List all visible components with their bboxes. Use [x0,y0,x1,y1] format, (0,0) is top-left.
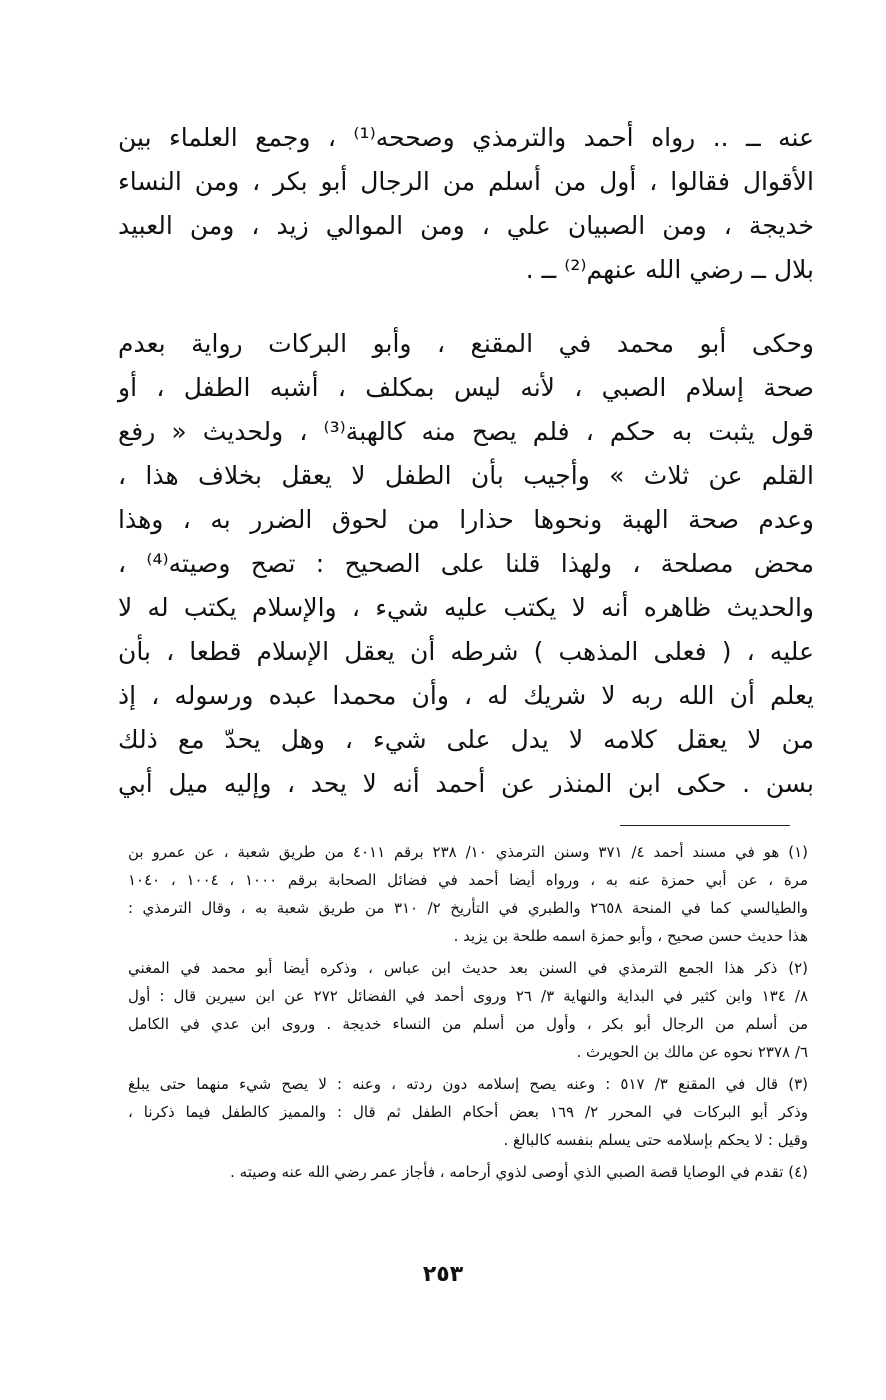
footnote-line: وقيل : لا يحكم بإسلامه حتى يسلم بنفسه كالبالغ . [503,1131,808,1149]
text-line: الأقوال فقالوا ، أول من أسلم من الرجال أبو بكر ، ومن النساء [118,167,814,196]
text-line: بلال ــ رضي الله عنهم⁽²⁾ ــ . [525,255,814,284]
footnote-line: من أسلم من الرجال أبو بكر ، وأول من أسلم من النساء خديجة . وروى ابن عدي في الكامل [128,1015,808,1033]
footnote-line: مرة ، عن أبي حمزة عنه به ، ورواه أيضا أحمد في فضائل الصحابة برقم ١٠٠٠ ، ١٠٠٤ ، ١٠٤٠ [128,871,808,889]
text-line: وحكى أبو محمد في المقنع ، وأبو البركات رواية بعدم [118,329,814,358]
text-line: عنه ــ .. رواه أحمد والترمذي وصححه⁽¹⁾ ، وجمع العلماء بين [118,123,814,152]
footnote-line: والطيالسي كما في المنحة ٢٦٥٨ والطبري في التأريخ ٢/ ٣١٠ من طريق شعبة به ، وقال الترمذي : [128,899,808,917]
text-line: والحديث ظاهره أنه لا يكتب عليه شيء ، والإسلام يكتب له لا [118,593,814,622]
text-line: خديجة ، ومن الصبيان علي ، ومن الموالي زيد ، ومن العبيد [118,211,814,240]
footnote-line: (٤) تقدم في الوصايا قصة الصبي الذي أوصى لذوي أرحامه ، فأجاز عمر رضي الله عنه وصيته . [230,1163,808,1181]
footnote-1 [128,838,808,950]
footnote-divider [620,825,790,826]
footnote-line: ٨/ ١٣٤ وابن كثير في البداية والنهاية ٣/ ٢٦ وروى أحمد في الفضائل ٢٧٢ عن ابن سيرين قال : أول [128,987,808,1005]
footnote-2 [128,954,808,1066]
text-line: وعدم صحة الهبة ونحوها حذارا من لحوق الضرر به ، وهذا [118,505,814,534]
text-line: بسن . حكى ابن المنذر عن أحمد أنه لا يحد ، وإليه ميل أبي [118,769,814,798]
footnote-line: هذا حديث حسن صحيح ، وأبو حمزة اسمه طلحة بن يزيد . [453,927,808,945]
footnote-line: (١) هو في مسند أحمد ٤/ ٣٧١ وسنن الترمذي ١٠/ ٢٣٨ برقم ٤٠١١ من طريق شعبة ، عن عمرو بن [128,843,808,861]
text-line: من لا يعقل كلامه لا يدل على شيء ، وهل يحدّ مع ذلك [118,725,814,754]
footnote-line: ٦/ ٢٣٧٨ نحوه عن مالك بن الحويرث . [576,1043,808,1061]
footnote-line: وذكر أبو البركات في المحرر ٢/ ١٦٩ بعض أحكام الطفل ثم قال : والمميز كالطفل فيما ذكرنا ، [128,1103,808,1121]
footnote-line: (٢) ذكر هذا الجمع الترمذي في السنن بعد حديث ابن عباس ، وذكره أيضا أبو محمد في المغني [128,959,808,977]
text-line: محض مصلحة ، ولهذا قلنا على الصحيح : تصح وصيته⁽⁴⁾ ، [118,549,814,578]
text-line: يعلم أن الله ربه لا شريك له ، وأن محمدا عبده ورسوله ، إذ [118,681,814,710]
text-line: القلم عن ثلاث » وأجيب بأن الطفل لا يعقل بخلاف هذا ، [118,461,814,490]
text-line: صحة إسلام الصبي ، لأنه ليس بمكلف ، أشبه الطفل ، أو [118,373,814,402]
footnote-line: (٣) قال في المقنع ٣/ ٥١٧ : وعنه يصح إسلامه دون ردته ، وعنه : لا يصح شيء منهما حتى يبلغ [128,1075,808,1093]
footnotes-section [128,838,808,1186]
text-line: عليه ، ( فعلى المذهب ) شرطه أن يعقل الإسلام قطعا ، بأن [118,637,814,666]
main-paragraph-2 [118,322,814,806]
footnote-4 [128,1158,808,1186]
footnote-3 [128,1070,808,1154]
text-line: قول يثبت به حكم ، فلم يصح منه كالهبة⁽³⁾ ، ولحديث « رفع [118,417,814,446]
main-paragraph-1 [118,116,814,292]
page-number: ٢٥٣ [422,1262,464,1287]
